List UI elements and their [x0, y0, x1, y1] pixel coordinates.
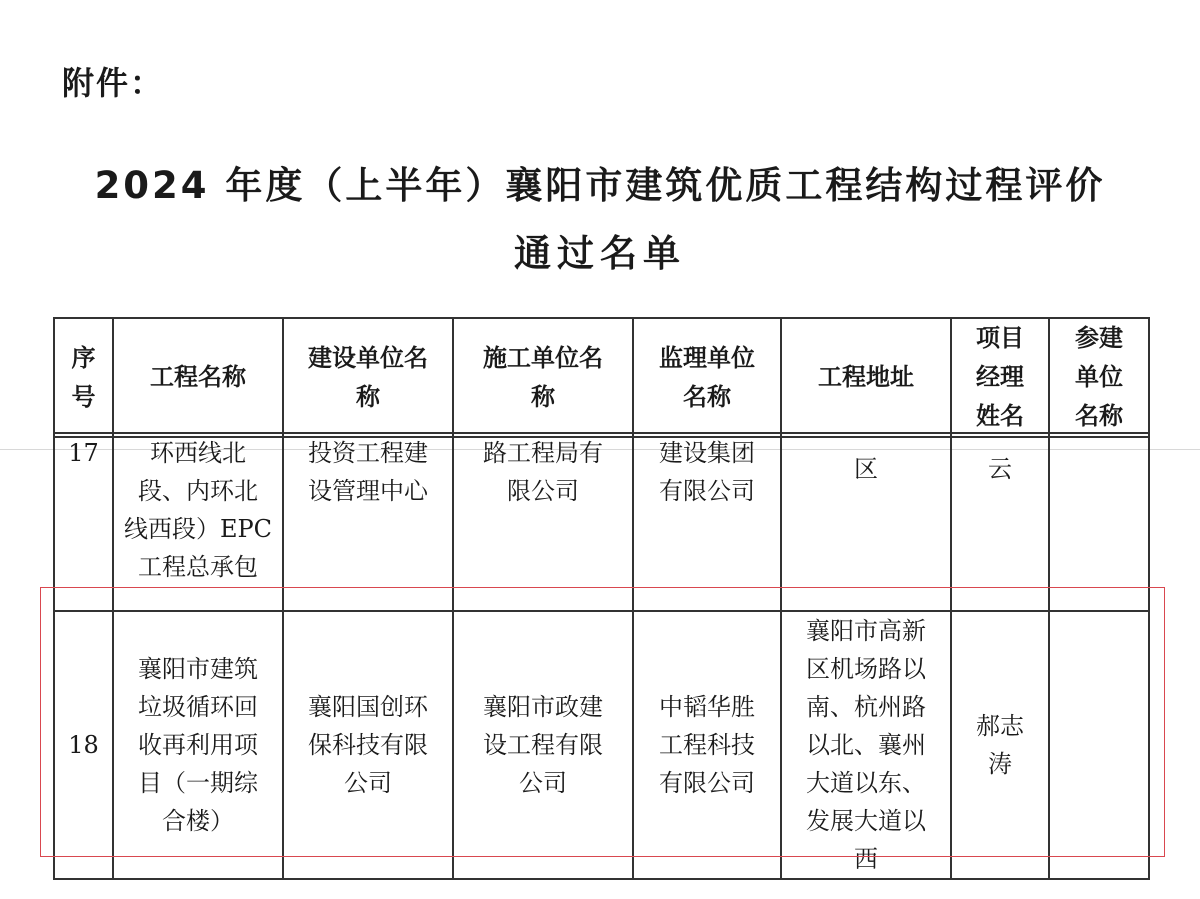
- header-participant: 参建 单位 名称: [1049, 318, 1149, 437]
- cell-project-name: 襄阳市建筑 垃圾循环回 收再利用项 目（一期综 合楼）: [113, 611, 283, 879]
- cell-builder: 襄阳国创环 保科技有限 公司: [283, 611, 453, 879]
- header-manager: 项目 经理 姓名: [951, 318, 1049, 437]
- cell-manager: 郝志 涛: [951, 611, 1049, 879]
- header-address: 工程地址: [781, 318, 951, 437]
- cell-project-name: 环西线北 段、内环北 线西段）EPC 工程总承包: [113, 433, 283, 611]
- cell-contractor: 路工程局有 限公司: [453, 433, 633, 611]
- cell-participant: [1049, 611, 1149, 879]
- table-body: [53, 432, 1150, 880]
- cell-manager: 云: [951, 433, 1049, 611]
- cell-seq: 18: [54, 611, 113, 879]
- table-body-panel: [0, 439, 1200, 873]
- header-builder: 建设单位名 称: [283, 318, 453, 437]
- cell-participant: [1049, 433, 1149, 611]
- cell-address: 襄阳市高新 区机场路以 南、杭州路 以北、襄州 大道以东、 发展大道以 西: [781, 611, 951, 879]
- header-project-name: 工程名称: [113, 318, 283, 437]
- page-subtitle: 通过名单: [514, 232, 686, 275]
- header-contractor: 施工单位名 称: [453, 318, 633, 437]
- page-title: 2024 年度（上半年）襄阳市建筑优质工程结构过程评价: [94, 164, 1106, 207]
- attachment-label: 附件：: [62, 64, 165, 102]
- cell-address: 区: [781, 433, 951, 611]
- table-row: [54, 611, 1149, 879]
- table-row: [54, 433, 1149, 611]
- cell-supervisor: 中韬华胜 工程科技 有限公司: [633, 611, 781, 879]
- cell-contractor: 襄阳市政建 设工程有限 公司: [453, 611, 633, 879]
- header-seq: 序 号: [54, 318, 113, 437]
- cell-supervisor: 建设集团 有限公司: [633, 433, 781, 611]
- cell-builder: 投资工程建 设管理中心: [283, 433, 453, 611]
- cell-seq: 17: [54, 433, 113, 611]
- table-header: [53, 317, 1150, 438]
- header-supervisor: 监理单位 名称: [633, 318, 781, 437]
